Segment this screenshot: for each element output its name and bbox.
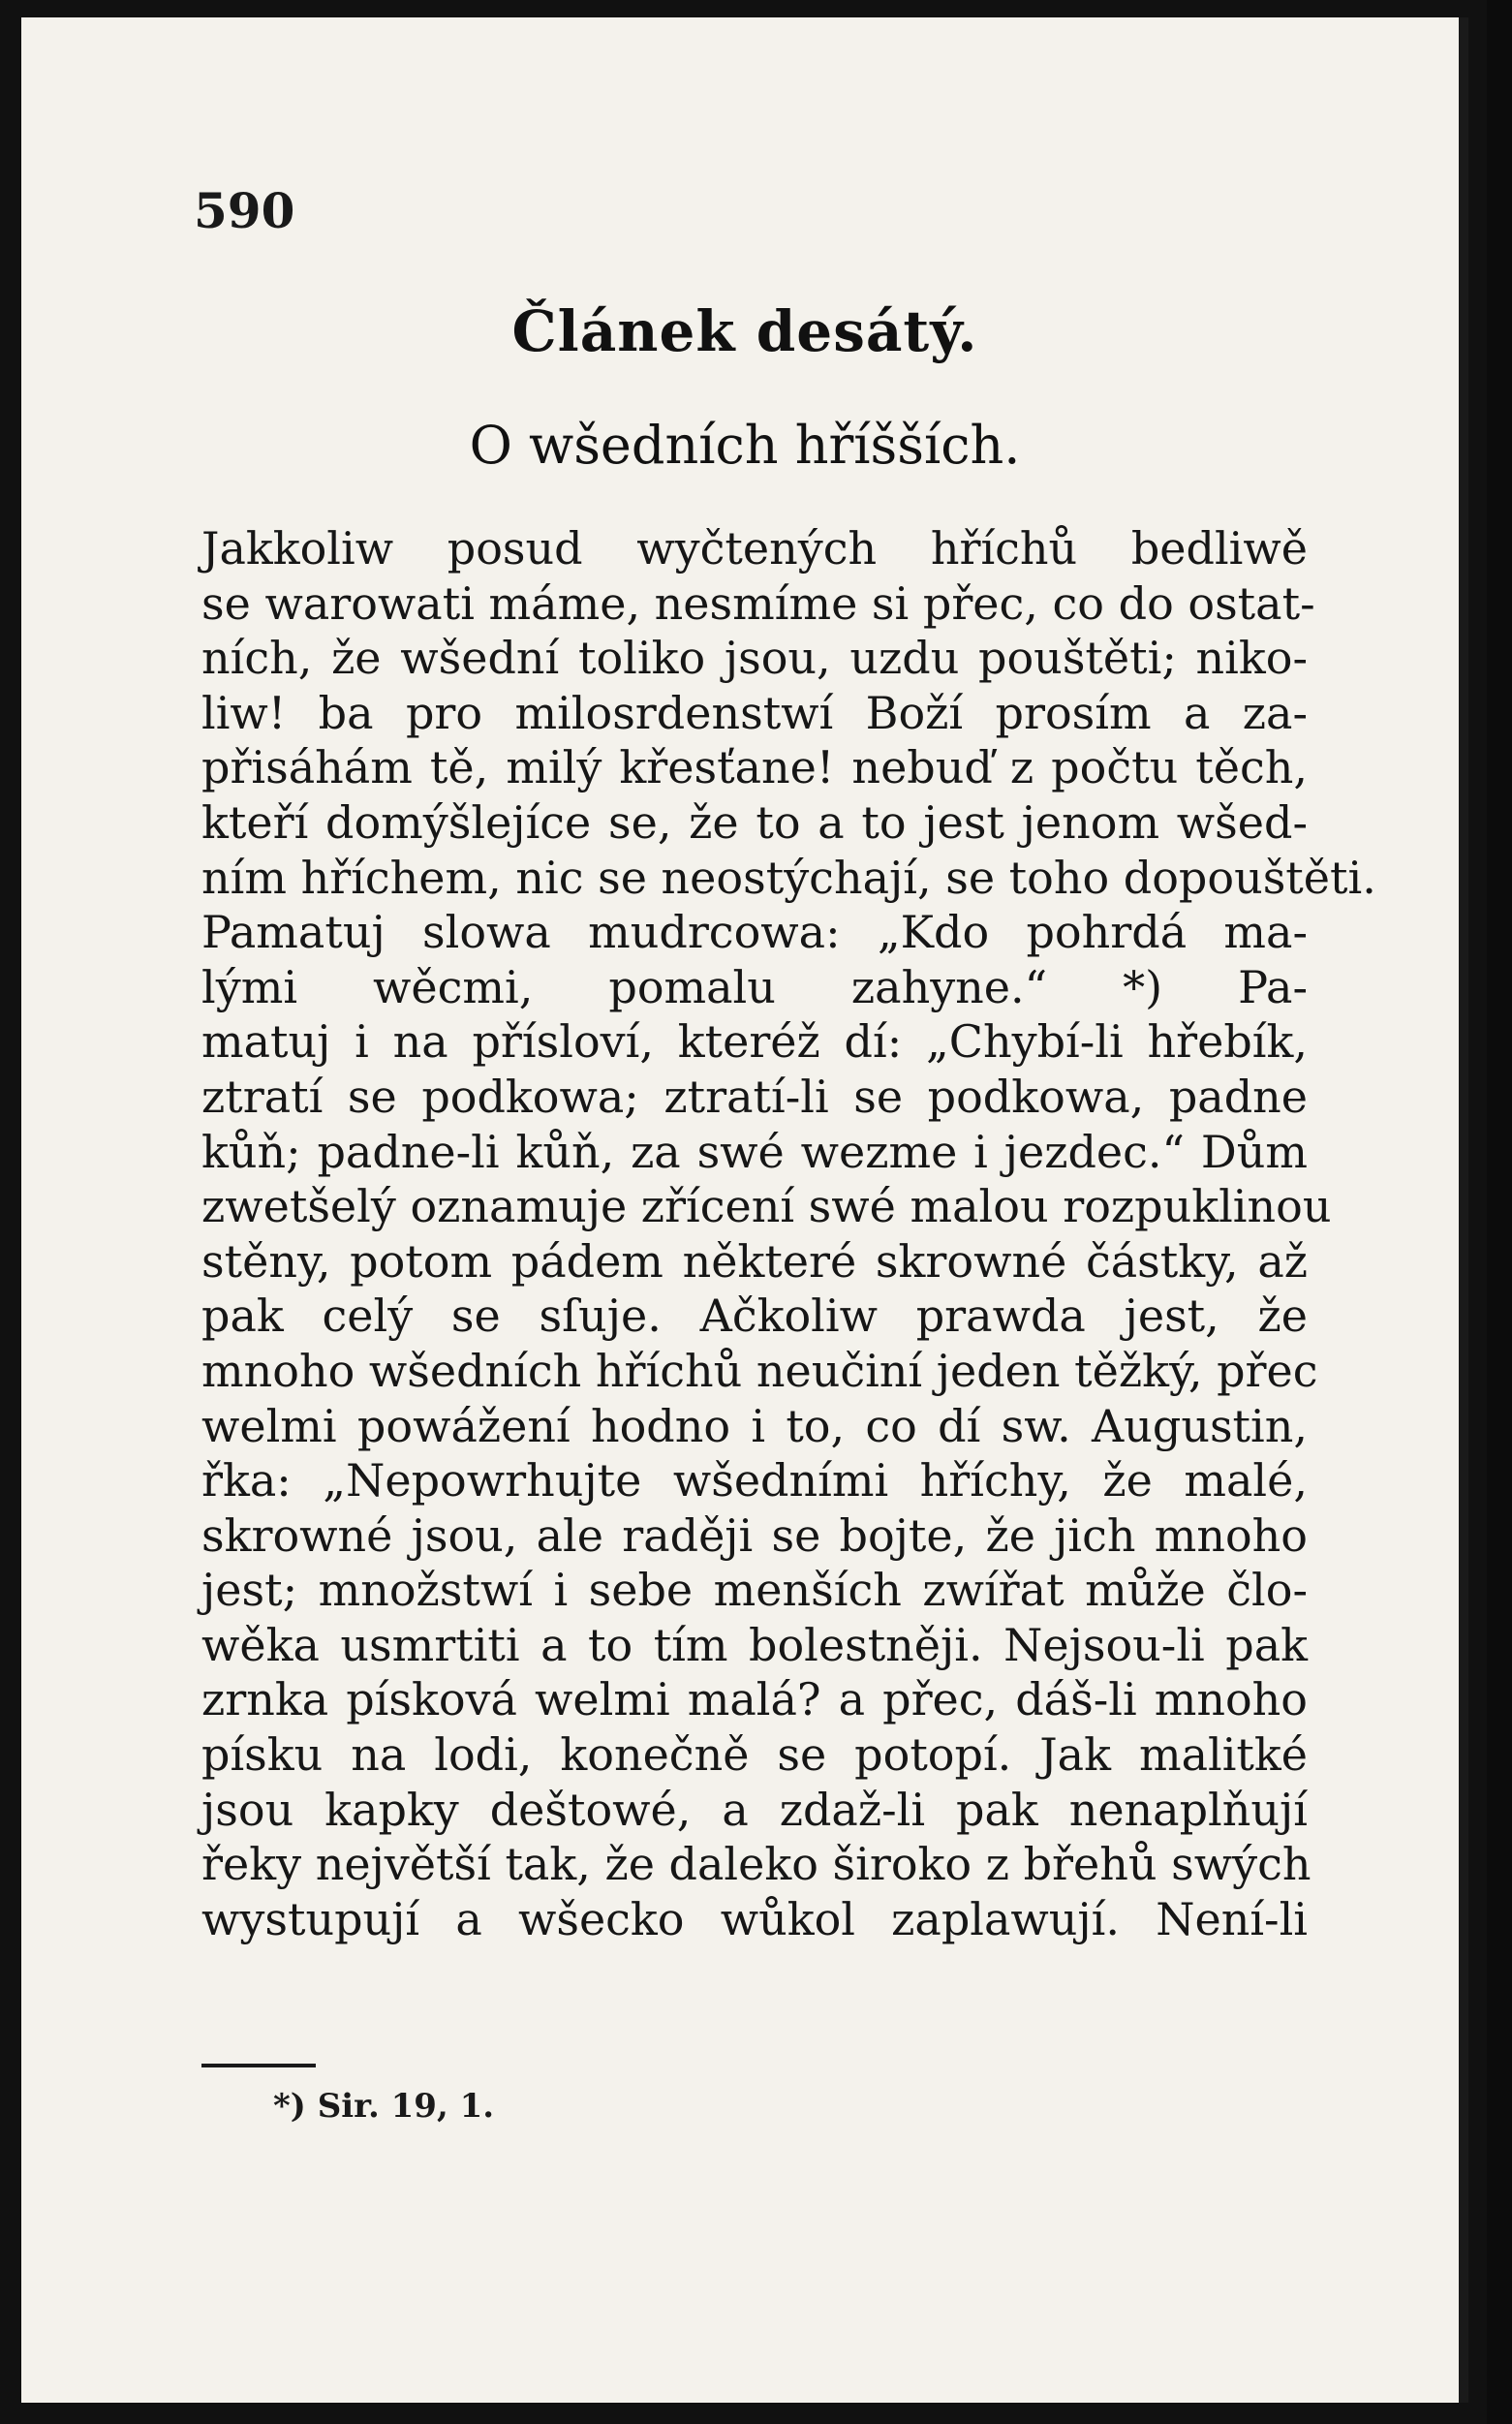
text-line: zrnka písková welmi malá? a přec, dáš-li mnoho — [201, 1673, 1308, 1726]
text-line: wěka usmrtiti a to tím bolestněji. Nejsou-li pak — [201, 1618, 1308, 1671]
text-line: ních, že wšední toliko jsou, uzdu pouštěti; niko- — [201, 632, 1308, 685]
article-title: Článek desátý. — [511, 298, 978, 364]
text-line: lými wěcmi, pomalu zahyne.“ *) Pa- — [201, 960, 1308, 1013]
text-line: welmi powážení hodno i to, co dí sw. Augustin, — [201, 1399, 1308, 1452]
article-subtitle: O wšedních hříšších. — [469, 415, 1021, 476]
text-line: řka: „Nepowrhujte wšedními hříchy, že malé, — [201, 1454, 1308, 1507]
text-line: stěny, potom pádem některé skrowné částky, až — [201, 1234, 1308, 1288]
text-line: ztratí se podkowa; ztratí-li se podkowa, padne — [201, 1070, 1308, 1123]
book-page — [21, 17, 1468, 2403]
text-line: přisáhám tě, milý křesťane! nebuď z počtu těch, — [201, 741, 1308, 794]
page-number: 590 — [194, 182, 295, 239]
text-line: Pamatuj slowa mudrcowa: „Kdo pohrdá ma- — [201, 906, 1308, 959]
text-line: se warowati máme, nesmíme si přec, co do ostat- — [201, 576, 1315, 630]
text-line: ním hříchem, nic se neostýchají, se toho dopouštěti. — [201, 851, 1376, 904]
book-spine-edge — [1487, 0, 1512, 2424]
text-line: wystupují a wšecko wůkol zaplawují. Není-li — [201, 1892, 1308, 1945]
footnote: *) Sir. 19, 1. — [273, 2087, 495, 2126]
body-text — [201, 521, 1376, 1946]
text-line: kteří domýšlejíce se, že to a to jest jenom wšed- — [201, 795, 1308, 849]
text-line: liw! ba pro milosrdenstwí Boží prosím a za- — [201, 686, 1308, 739]
text-line: pak celý se sſuje. Ačkoliw prawda jest, že — [201, 1290, 1308, 1343]
text-line: Jakkoliw posud wyčtených hříchů bedliwě — [201, 522, 1308, 575]
text-line: řeky největší tak, že daleko široko z břehů swých — [201, 1838, 1311, 1891]
text-line: písku na lodi, konečně se potopí. Jak malitké — [201, 1728, 1308, 1782]
text-line: jest; množstwí i sebe menších zwířat může člo- — [201, 1564, 1308, 1617]
text-line: skrowné jsou, ale raději se bojte, že jich mnoho — [201, 1508, 1308, 1562]
text-line: matuj i na přísloví, kteréž dí: „Chybí-li hřebík, — [201, 1015, 1308, 1069]
text-line: zwetšelý oznamuje zřícení swé malou rozpuklinou — [201, 1180, 1332, 1233]
text-line: kůň; padne-li kůň, za swé wezme i jezdec.“ Dům — [201, 1125, 1308, 1178]
text-line: mnoho wšedních hříchů neučiní jeden těžký, přec — [201, 1344, 1318, 1397]
footnote-divider — [201, 2064, 316, 2067]
text-line: jsou kapky deštowé, a zdaž-li pak nenaplňují — [201, 1783, 1308, 1836]
